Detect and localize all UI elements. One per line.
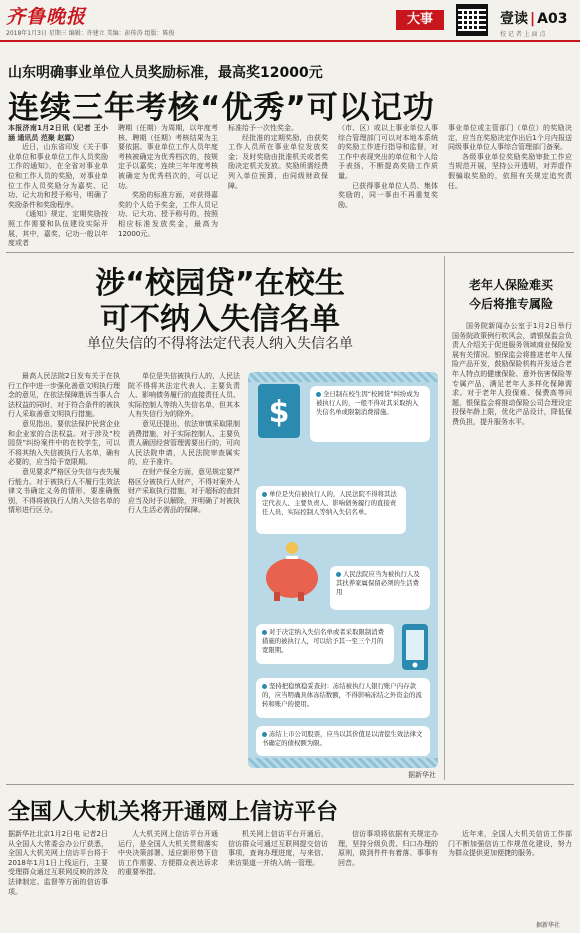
editors-line: 校 记 者 上 面 点 — [500, 31, 546, 38]
story1-col3-para1: 标准给予一次性奖金。 — [228, 124, 298, 132]
bullet-icon — [336, 572, 341, 577]
sidebar-divider — [444, 256, 445, 780]
story1-divider — [6, 252, 574, 253]
section-tag: 大事 — [396, 10, 444, 30]
story1-headline: 连续三年考核“优秀”可以记功 — [8, 90, 435, 126]
story1-subhead: 山东明确事业单位人员奖励标准，最高奖12000元 — [8, 65, 323, 81]
piggy-bank-icon — [258, 542, 324, 604]
bullet-icon — [262, 492, 267, 497]
infographic-item-5: 坚持把稳慎稳妥查封：冻结被执行人银行账户内存款的，应当明确具体冻结数额，不得影响冻结之外资金的流转和账户的使用。 — [256, 678, 430, 718]
sidebar-title-line2: 今后将推专属险 — [468, 297, 553, 311]
story1-column-4 — [338, 124, 438, 248]
story3-col1-para: 据新华社北京1月2日电 记者2日从全国人大常委会办公厅获悉，全国人大机关网上信访平台将于2018年1月1日上线运行，主要受理群众通过互联网反映的涉及法律制定、监督等方面的信访事项。 — [8, 830, 108, 896]
story2-subhead: 单位失信的不得将法定代表人纳入失信名单 — [87, 336, 353, 352]
story1-col2-para1: 聘期（任期）为周期，以年度考核、聘期（任期）考核结果为主要依据。事业单位工作人员年度考核被确定为优秀档次的，按规定予以嘉奖；连续三年年度考核被确定为优秀档次的，可以记功。 — [118, 124, 218, 190]
page-label-left: 壹读 — [500, 11, 528, 27]
story3-credit: 据新华社 — [536, 922, 561, 929]
story2-col2-para1: 单位是失信被执行人的，人民法院不得将其法定代表人、主要负责人、影响债务履行的直接责任人员、实际控制人等纳入失信名单，但其本人有失信行为的除外。 — [128, 372, 240, 419]
page-label-right: A03 — [537, 11, 568, 27]
story1-col5-para1: 事业单位或主管部门（单位）的奖励决定，应当在奖励决定作出后1个月内报送同级事业单位人事综合管理部门备案。 — [448, 124, 572, 152]
story2-credit: 据新华社 — [408, 771, 436, 779]
story1-col3-para2: 经批准的定期奖励，由获奖工作人员所在事业单位发放奖金；及时奖励由批准机关或者奖励决定机关发放。奖励所需经费列入单位预算，由同级财政保障。 — [228, 133, 328, 190]
story2-col2-para3: 在财产保全方面，意见规定要严格区分被执行人财产，不得对案外人财产采取执行措施，对于超标的查封应当及时予以解除，并明确了对被执行人生活必需品的保障。 — [128, 467, 240, 515]
story3-column-5 — [448, 830, 572, 916]
story3-col4-para: 信访事项将依据有关规定办理，坚持分级负责、归口办理的原则，做到件件有着落、事事有回音。 — [338, 830, 438, 867]
bullet-icon — [262, 684, 267, 689]
issue-meta: 2018年1月3日 星期三 编辑：许建立 美编：彭传涛 组版：陈俊 — [6, 30, 175, 37]
infographic-item-1: 全日制在校生因“校园贷”纠纷成为被执行人的，一般不得对其采取纳入失信名单或限制消费措施。 — [310, 386, 430, 442]
story1-col2-para2: 奖励的标准方面，对获得嘉奖的个人给予奖金，工作人员记功、记大功、授予称号的，按照相应标准发放奖金，最高为12000元。 — [118, 191, 218, 238]
qr-code-icon — [456, 4, 488, 36]
story2-col1-para1: 最高人民法院2日发布关于在执行工作中进一步强化善意文明执行理念的意见，在依法保障胜诉当事人合法权益的同时，对于符合条件的被执行人采取善意文明执行措施。 — [8, 372, 120, 419]
story1-col1-para2: 《通知》规定，定期奖励按照工作需要和队伍建设实际开展，其中，嘉奖、记功一般以年度或者 — [8, 210, 108, 248]
infographic-stripe-top — [248, 372, 438, 382]
bullet-icon — [262, 630, 267, 635]
story3-column-4 — [338, 830, 438, 926]
infographic-stripe-bottom — [248, 758, 438, 768]
sidebar-body — [452, 322, 572, 778]
story2-column-1 — [8, 372, 120, 780]
sidebar-title-line1: 老年人保险难买 — [468, 278, 553, 292]
story3-col5-para: 近年来，全国人大机关信访工作部门不断加强信访工作规范化建设，努力为群众提供更加便捷的服务。 — [448, 830, 572, 858]
story3-headline: 全国人大机关将开通网上信访平台 — [8, 800, 339, 825]
story2-col1-para3: 意见要求严格区分失信与丧失履行能力。对于被执行人不履行生效法律文书确定义务的情形，要准确甄别，不得将被执行人纳入失信名单的情形进行区分。 — [8, 467, 120, 515]
infographic-panel — [248, 372, 438, 768]
story3-column-3 — [228, 830, 328, 926]
story1-column-5 — [448, 124, 572, 248]
newspaper-logo: 齐鲁晚报 — [6, 6, 87, 28]
story1-column-1 — [8, 124, 108, 248]
story1-byline: 本报济南1月2日讯（记者 王小涵 通讯员 范聚 赵霖） — [8, 124, 108, 142]
sidebar-title — [450, 276, 572, 314]
infographic-item-4: 对于决定纳入失信名单或者采取限制消费措施的被执行人，可以给予其一至三个月的宽限期。 — [256, 624, 394, 664]
story3-col3-para: 机关网上信访平台开通后，信访群众可通过互联网提交信访事项，查询办理进度，与来信、来访渠道一并纳入统一管理。 — [228, 830, 328, 867]
story1-column-2 — [118, 124, 218, 248]
story3-column-1 — [8, 830, 108, 926]
story2-divider — [6, 784, 574, 785]
sidebar-body-text: 国务院新闻办公室于1月2日举行国务院政策例行吹风会，请银保监会负责人介绍关于促进服务领域商业保险发展有关情况。银保监会将推进老年人保险产品开发，鼓励保险机构开发适合老年人特点的健康保险、意外伤害保险等专属产品，满足老年人多样化保障需求。对于老年人投保难、保费高等问题，银保监会将推动保险公司合理设定投保年龄上限，优化产品设计，降低保费负担，提升服务水平。 — [452, 322, 572, 426]
story1-column-3 — [228, 124, 328, 248]
masthead-rule — [0, 40, 580, 42]
story3-col2-para: 人大机关网上信访平台开通运行，是全国人大机关贯彻落实中央决策部署、适应新形势下信访工作需要、方便群众表达诉求的重要举措。 — [118, 830, 218, 877]
bullet-icon — [316, 392, 321, 397]
story1-col5-para2: 各级事业单位奖励奖励审批工作应当规范开展，坚持公开透明，对弄虚作假骗取奖励的，依照有关规定追究责任。 — [448, 152, 572, 190]
dollar-icon — [256, 382, 302, 440]
bullet-icon — [262, 732, 267, 737]
story2-col2-para2: 意见还提出，依法审慎采取限制消费措施，对于实际控制人、主要负责人确因经营管理需要出行的，可向人民法院申请，人民法院审查属实的，应予准许。 — [128, 419, 240, 467]
story2-headline-line2: 可不纳入失信名单 — [100, 302, 340, 337]
story3-column-2 — [118, 830, 218, 926]
svg-text:$: $ — [268, 395, 290, 430]
story2-col1-para2: 意见指出，要依法保护民营企业和企业家的合法权益。对于涉及“校园贷”纠纷案件中的在校学生，可以不将其纳入失信被执行人名单，确有必要的，应当给予宽限期。 — [8, 419, 120, 467]
story1-col4-para1: （市、区）或以上事业单位人事综合管理部门可以对本地本系统的奖励工作进行指导和监督，对工作中表现突出的单位和个人给予表扬，不断提高奖励工作质量。 — [338, 124, 438, 180]
infographic-item-2: 单位是失信被执行人的，人民法院不得将其法定代表人、主要负责人、影响债务履行的直接责任人员、实际控制人等纳入失信名单。 — [256, 486, 406, 534]
page-number: 壹读 | A03 — [500, 11, 568, 27]
story2-headline-line1: 涉“校园贷”在校生 — [95, 266, 345, 301]
story1-col1-para1: 近日，山东省印发《关于事业单位和事业单位工作人员奖励工作的通知》，在全省对事业单位和工作人员的奖励，对事业单位工作人员奖励分为嘉奖、记功、记大功和授予称号，明确了奖励条件和奖励程序。 — [8, 143, 108, 209]
story1-col4-para2: 已获得事业单位人员、集体奖励的，同一事由不再重复奖励。 — [338, 181, 438, 209]
infographic-item-6: 冻结上市公司股票，应当以其价值足以清偿生效法律文书确定的债权额为限。 — [256, 726, 430, 756]
infographic-item-3: 人民法院应当为被执行人及其扶养家属保留必须的生活费用 — [330, 566, 430, 610]
story2-column-2 — [128, 372, 240, 780]
phone-icon — [400, 622, 430, 672]
